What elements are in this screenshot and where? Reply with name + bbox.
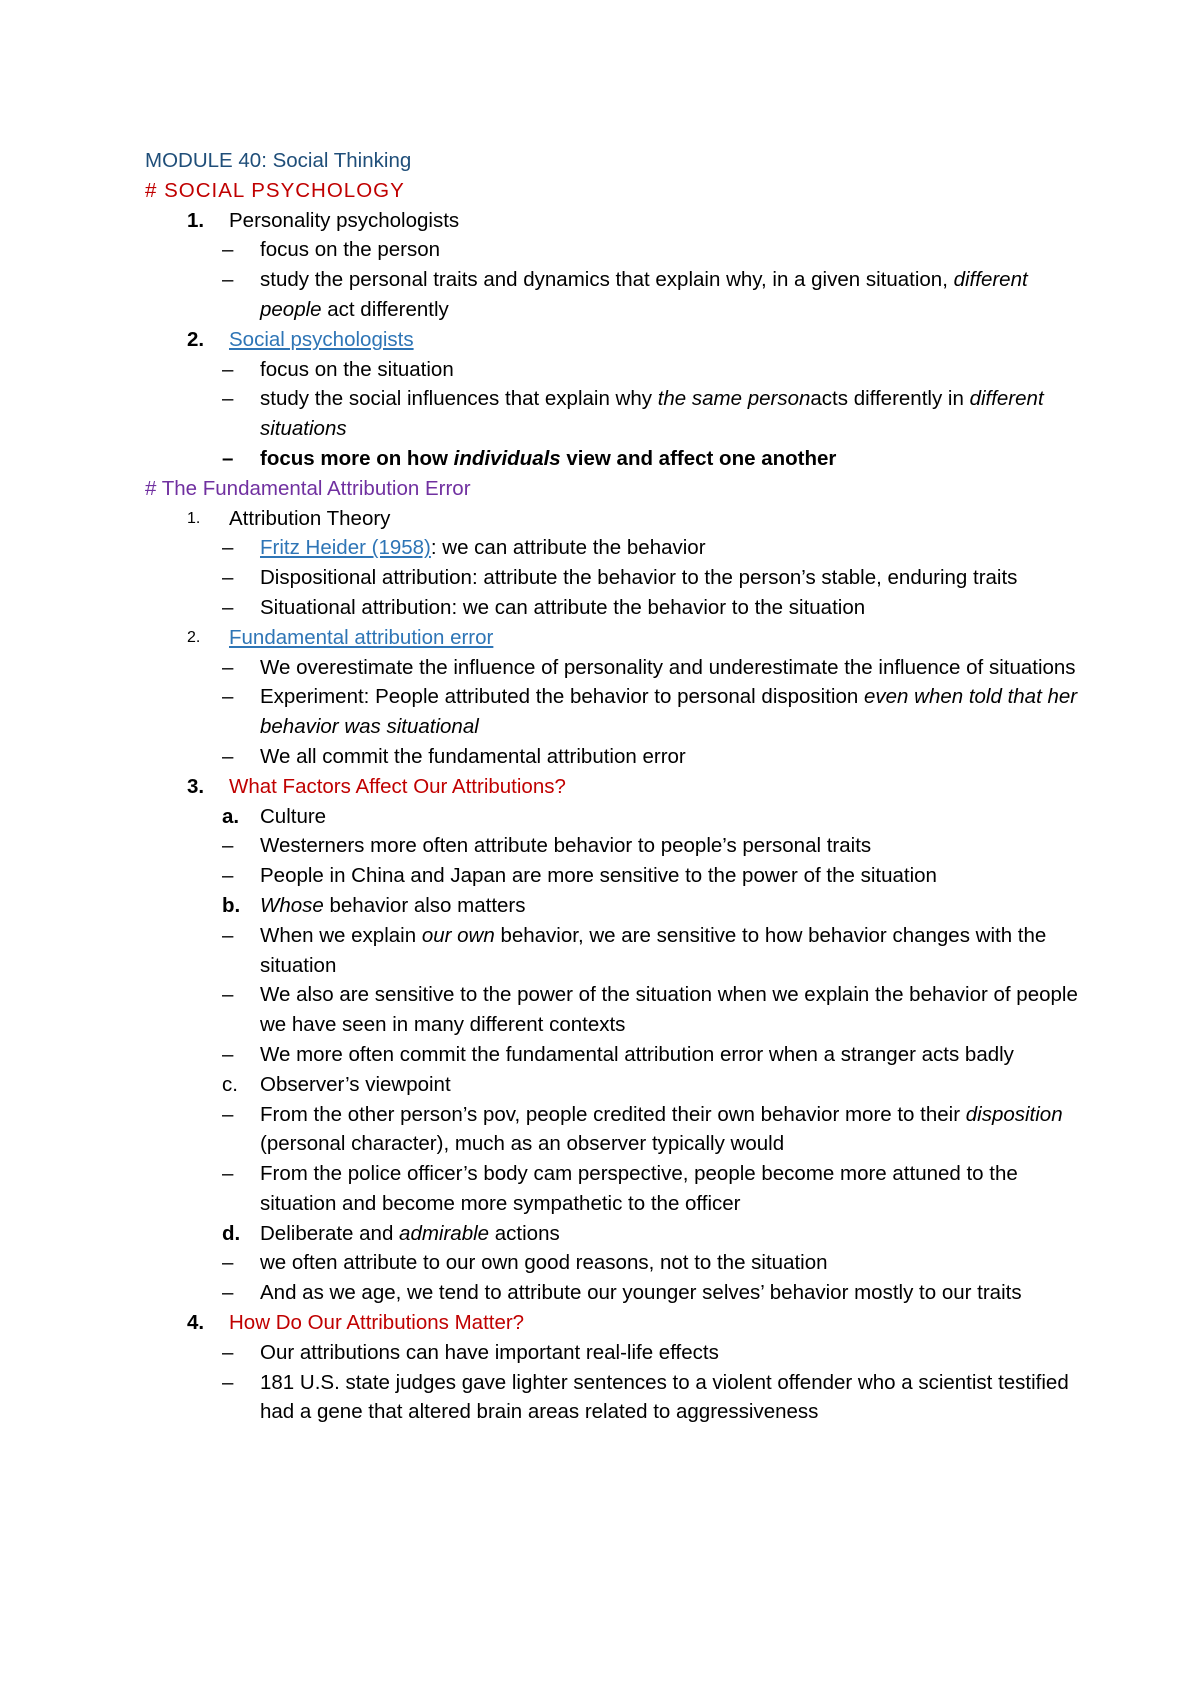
list-item-fundamental-attribution-error bbox=[145, 623, 1085, 653]
list-number: 2. bbox=[187, 628, 201, 646]
dash-bullet: – bbox=[222, 1102, 234, 1126]
dash-bullet: – bbox=[222, 536, 234, 560]
subheading-attributions-matter: How Do Our Attributions Matter? bbox=[229, 1311, 525, 1335]
bullet-item: – From the other person’s pov, people credited their own behavior more to their disposition (personal character), much as an observer typically would bbox=[145, 1100, 1085, 1160]
list-item-label: Personality psychologists bbox=[229, 208, 460, 232]
sub-letter: d. bbox=[222, 1221, 241, 1245]
dash-bullet: – bbox=[222, 685, 234, 709]
link-social-psychologists[interactable]: Social psychologists bbox=[229, 327, 414, 351]
sub-letter: c. bbox=[222, 1072, 238, 1096]
list-item-factors bbox=[145, 772, 1085, 802]
bullet-item: – We also are sensitive to the power of the situation when we explain the behavior of people we have seen in many different contexts bbox=[145, 980, 1085, 1040]
dash-bullet: – bbox=[222, 834, 234, 858]
bullet-item: – People in China and Japan are more sensitive to the power of the situation bbox=[145, 861, 1085, 891]
bullet-item: – Westerners more often attribute behavior to people’s personal traits bbox=[145, 831, 1085, 861]
bullet-item: – Dispositional attribution: attribute the behavior to the person’s stable, enduring traits bbox=[145, 563, 1085, 593]
list-number: 1. bbox=[187, 208, 205, 232]
bullet-item: – study the social influences that explain why the same personacts differently in different situations bbox=[145, 384, 1085, 444]
dash-bullet: – bbox=[222, 983, 234, 1007]
bullet-item: – Situational attribution: we can attribute the behavior to the situation bbox=[145, 593, 1085, 623]
dash-bullet: – bbox=[222, 744, 234, 768]
dash-bullet: – bbox=[222, 268, 234, 292]
dash-bullet: – bbox=[222, 595, 234, 619]
sub-letter: b. bbox=[222, 893, 241, 917]
sub-item-culture: a. Culture bbox=[145, 802, 1085, 832]
dash-bullet: – bbox=[222, 566, 234, 590]
subheading-factors: What Factors Affect Our Attributions? bbox=[229, 774, 566, 798]
bullet-item: – From the police officer’s body cam perspective, people become more attuned to the situation and become more sympathetic to the officer bbox=[145, 1159, 1085, 1219]
dash-bullet: – bbox=[222, 1370, 234, 1394]
dash-bullet: – bbox=[222, 446, 234, 470]
dash-bullet: – bbox=[222, 1281, 234, 1305]
bullet-item: – focus on the situation bbox=[145, 355, 1085, 385]
bullet-item: – We more often commit the fundamental attribution error when a stranger acts badly bbox=[145, 1040, 1085, 1070]
bullet-item: – We all commit the fundamental attribution error bbox=[145, 742, 1085, 772]
bullet-item: – Experiment: People attributed the behavior to personal disposition even when told that her behavior was situational bbox=[145, 682, 1085, 742]
heading-fundamental-attribution-error: # The Fundamental Attribution Error bbox=[145, 476, 471, 500]
dash-bullet: – bbox=[222, 387, 234, 411]
heading-social-psychology: # SOCIAL PSYCHOLOGY bbox=[145, 178, 405, 202]
dash-bullet: – bbox=[222, 1251, 234, 1275]
sub-item-observer-viewpoint: c. Observer’s viewpoint bbox=[145, 1070, 1085, 1100]
list-item-label: Attribution Theory bbox=[229, 506, 391, 530]
dash-bullet: – bbox=[222, 864, 234, 888]
dash-bullet: – bbox=[222, 923, 234, 947]
sub-item-deliberate-actions: d. Deliberate and admirable actions bbox=[145, 1219, 1085, 1249]
dash-bullet: – bbox=[222, 357, 234, 381]
sub-letter: a. bbox=[222, 804, 240, 828]
link-fritz-heider[interactable]: Fritz Heider (1958) bbox=[260, 536, 431, 560]
dash-bullet: – bbox=[222, 1042, 234, 1066]
dash-bullet: – bbox=[222, 1162, 234, 1186]
dash-bullet: – bbox=[222, 655, 234, 679]
dash-bullet: – bbox=[222, 238, 234, 262]
dash-bullet: – bbox=[222, 1340, 234, 1364]
bullet-item: – Our attributions can have important real-life effects bbox=[145, 1338, 1085, 1368]
bullet-item: – When we explain our own behavior, we are sensitive to how behavior changes with the situation bbox=[145, 921, 1085, 981]
sub-item-whose-behavior: b. Whose behavior also matters bbox=[145, 891, 1085, 921]
list-item-social-psychologists bbox=[145, 325, 1085, 355]
list-number: 4. bbox=[187, 1311, 205, 1335]
document-body bbox=[145, 146, 1085, 1427]
bullet-item: – 181 U.S. state judges gave lighter sentences to a violent offender who a scientist testified had a gene that altered brain areas related to aggressiveness bbox=[145, 1368, 1085, 1428]
module-title: MODULE 40: Social Thinking bbox=[145, 149, 412, 172]
list-item-personality-psychologists bbox=[145, 206, 1085, 236]
link-fundamental-attribution-error[interactable]: Fundamental attribution error bbox=[229, 625, 494, 649]
bullet-item: – Fritz Heider (1958): we can attribute the behavior bbox=[145, 533, 1085, 563]
bullet-item: – And as we age, we tend to attribute our younger selves’ behavior mostly to our traits bbox=[145, 1278, 1085, 1308]
list-number: 1. bbox=[187, 509, 201, 527]
bullet-item: – focus on the person bbox=[145, 235, 1085, 265]
bullet-item: – focus more on how individuals view and affect one another bbox=[145, 444, 1085, 474]
list-number: 2. bbox=[187, 327, 205, 351]
bullet-item: – We overestimate the influence of personality and underestimate the influence of situations bbox=[145, 653, 1085, 683]
list-item-attribution-theory bbox=[145, 504, 1085, 534]
bullet-item: – study the personal traits and dynamics that explain why, in a given situation, different people act differently bbox=[145, 265, 1085, 325]
bullet-item: – we often attribute to our own good reasons, not to the situation bbox=[145, 1248, 1085, 1278]
list-number: 3. bbox=[187, 774, 205, 798]
list-item-attributions-matter bbox=[145, 1308, 1085, 1338]
